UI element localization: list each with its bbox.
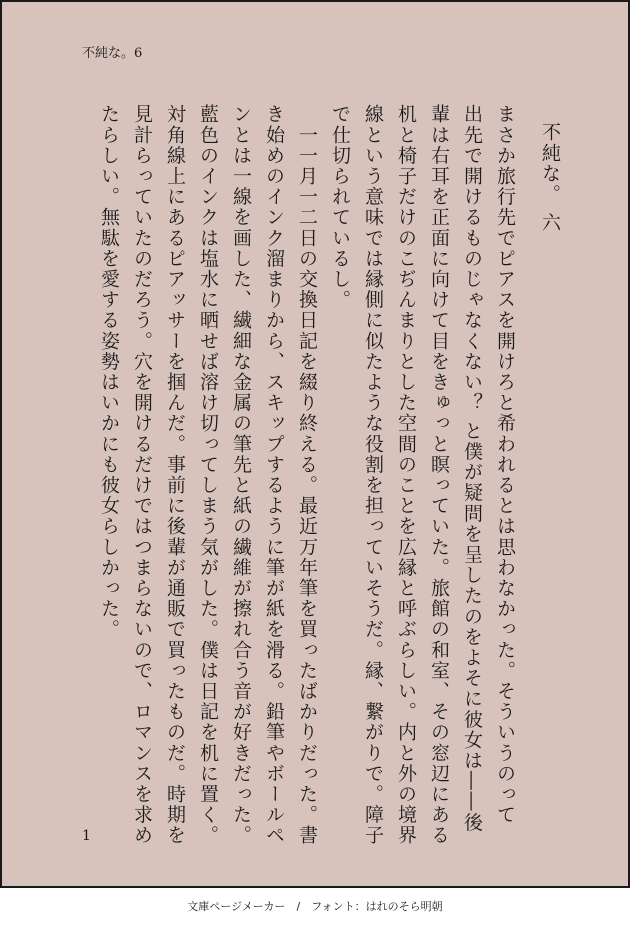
text-line: き始めのインク溜まりから、スキップするように筆が紙を滑る。鉛筆やボールペ	[263, 104, 285, 846]
text-line: で仕切られているし。	[329, 104, 351, 310]
text-line: 対角線上にあるピアッサーを掴んだ。事前に後輩が通販で買ったものだ。時期を	[164, 104, 186, 846]
chapter-title: 不純な。 六	[539, 122, 561, 233]
vertical-text-body	[92, 104, 566, 846]
text-line: 輩は右耳を正面に向けて目をきゅっと瞑っていた。旅館の和室、その窓辺にある	[428, 104, 450, 846]
page-number: 1	[82, 828, 91, 844]
text-line: まさか旅行先でピアスを開けろと希われるとは思わなかった。そういうのって	[494, 104, 516, 825]
text-line: 藍色のインクは塩水に晒せば溶け切ってしまう気がした。僕は日記を机に置く。	[197, 104, 219, 846]
text-line: ンとは一線を画した、繊細な金属の筆先と紙の繊維が擦れ合う音が好きだった。	[230, 104, 252, 846]
text-line: 出先で開けるものじゃなくない？ と僕が疑問を呈したのをよそに彼女は――後	[461, 104, 483, 833]
footer-credit: 文庫ページメーカー / フォント：はれのそら明朝	[187, 900, 443, 913]
running-header: 不純な。6	[82, 46, 143, 61]
text-line: 見計らっていたのだろう。穴を開けるだけではつまらないので、ロマンスを求め	[131, 104, 153, 846]
text-line: 線という意味では縁側に似たような役割を担っていそうだ。縁、繋がりで。障子	[362, 104, 384, 846]
text-line: たらしい。無駄を愛する姿勢はいかにも彼女らしかった。	[98, 104, 120, 640]
text-line: 机と椅子だけのこぢんまりとした空間のことを広縁と呼ぶらしい。内と外の境界	[395, 104, 417, 846]
text-line: 一一月一二日の交換日記を綴り終える。最近万年筆を買ったばかりだった。書	[296, 104, 318, 846]
